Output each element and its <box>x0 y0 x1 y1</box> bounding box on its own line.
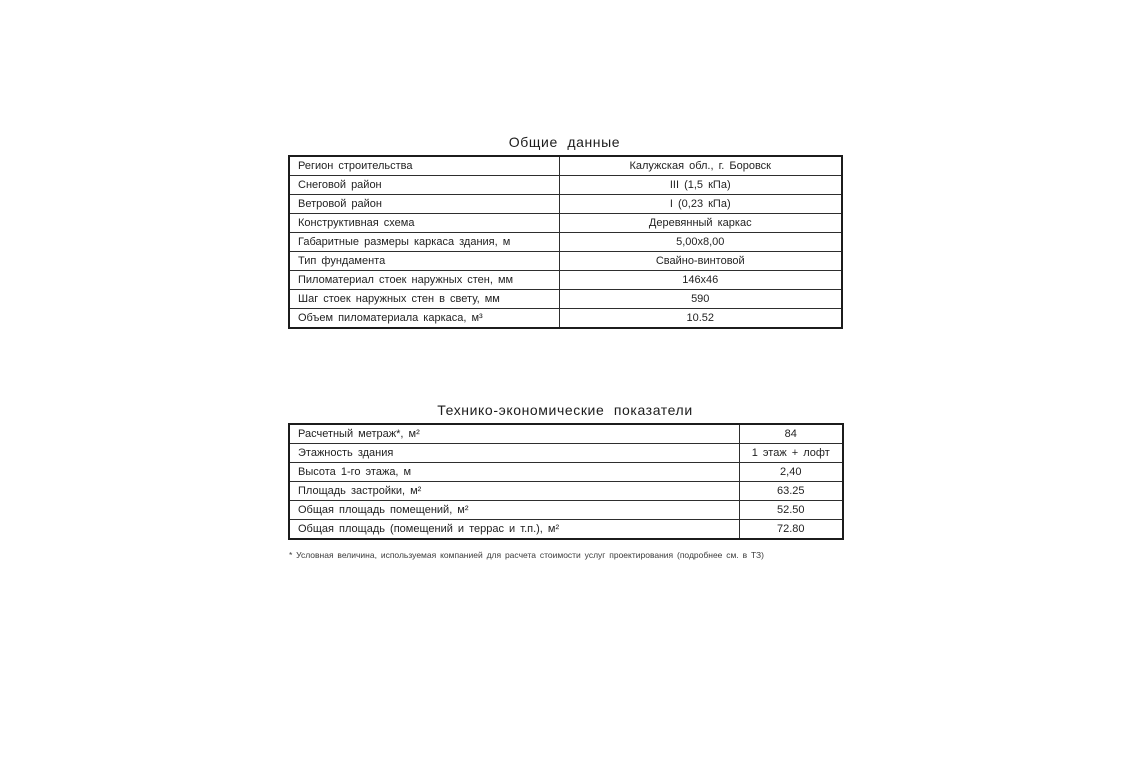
row-label: Объем пиломатериала каркаса, м³ <box>289 309 559 329</box>
table-row <box>289 501 843 520</box>
row-value: 5,00x8,00 <box>559 233 842 252</box>
row-label: Высота 1-го этажа, м <box>289 463 739 482</box>
row-value: Свайно-винтовой <box>559 252 842 271</box>
table-row <box>289 463 843 482</box>
table-row <box>289 233 842 252</box>
row-value: 72.80 <box>739 520 843 540</box>
row-value: III (1,5 кПа) <box>559 176 842 195</box>
row-label: Площадь застройки, м² <box>289 482 739 501</box>
general-data-table <box>288 155 843 329</box>
table-row <box>289 482 843 501</box>
row-value: 63.25 <box>739 482 843 501</box>
row-label: Конструктивная схема <box>289 214 559 233</box>
row-label: Общая площадь (помещений и террас и т.п.), м² <box>289 520 739 540</box>
row-value: 10.52 <box>559 309 842 329</box>
row-value: Деревянный каркас <box>559 214 842 233</box>
table-row <box>289 156 842 176</box>
table-row <box>289 290 842 309</box>
table-row <box>289 309 842 329</box>
row-value: 146x46 <box>559 271 842 290</box>
footnote: * Условная величина, используемая компанией для расчета стоимости услуг проектирования (подробнее см. в ТЗ) <box>289 550 765 560</box>
row-label: Регион строительства <box>289 156 559 176</box>
row-label: Этажность здания <box>289 444 739 463</box>
row-value: Калужская обл., г. Боровск <box>559 156 842 176</box>
row-value: I (0,23 кПа) <box>559 195 842 214</box>
table-row <box>289 424 843 444</box>
row-label: Снеговой район <box>289 176 559 195</box>
row-value: 84 <box>739 424 843 444</box>
row-label: Шаг стоек наружных стен в свету, мм <box>289 290 559 309</box>
general-data-title: Общие данные <box>508 134 621 150</box>
table-row <box>289 214 842 233</box>
row-value: 590 <box>559 290 842 309</box>
row-value: 2,40 <box>739 463 843 482</box>
row-label: Тип фундамента <box>289 252 559 271</box>
table-row <box>289 520 843 540</box>
row-value: 52.50 <box>739 501 843 520</box>
row-label: Ветровой район <box>289 195 559 214</box>
table-row <box>289 176 842 195</box>
row-label: Общая площадь помещений, м² <box>289 501 739 520</box>
tech-economic-table <box>288 423 844 540</box>
tech-economic-title: Технико-экономические показатели <box>437 402 693 418</box>
table-row <box>289 271 842 290</box>
row-label: Габаритные размеры каркаса здания, м <box>289 233 559 252</box>
row-value: 1 этаж + лофт <box>739 444 843 463</box>
table-row <box>289 444 843 463</box>
row-label: Расчетный метраж*, м² <box>289 424 739 444</box>
table-row <box>289 195 842 214</box>
row-label: Пиломатериал стоек наружных стен, мм <box>289 271 559 290</box>
table-row <box>289 252 842 271</box>
